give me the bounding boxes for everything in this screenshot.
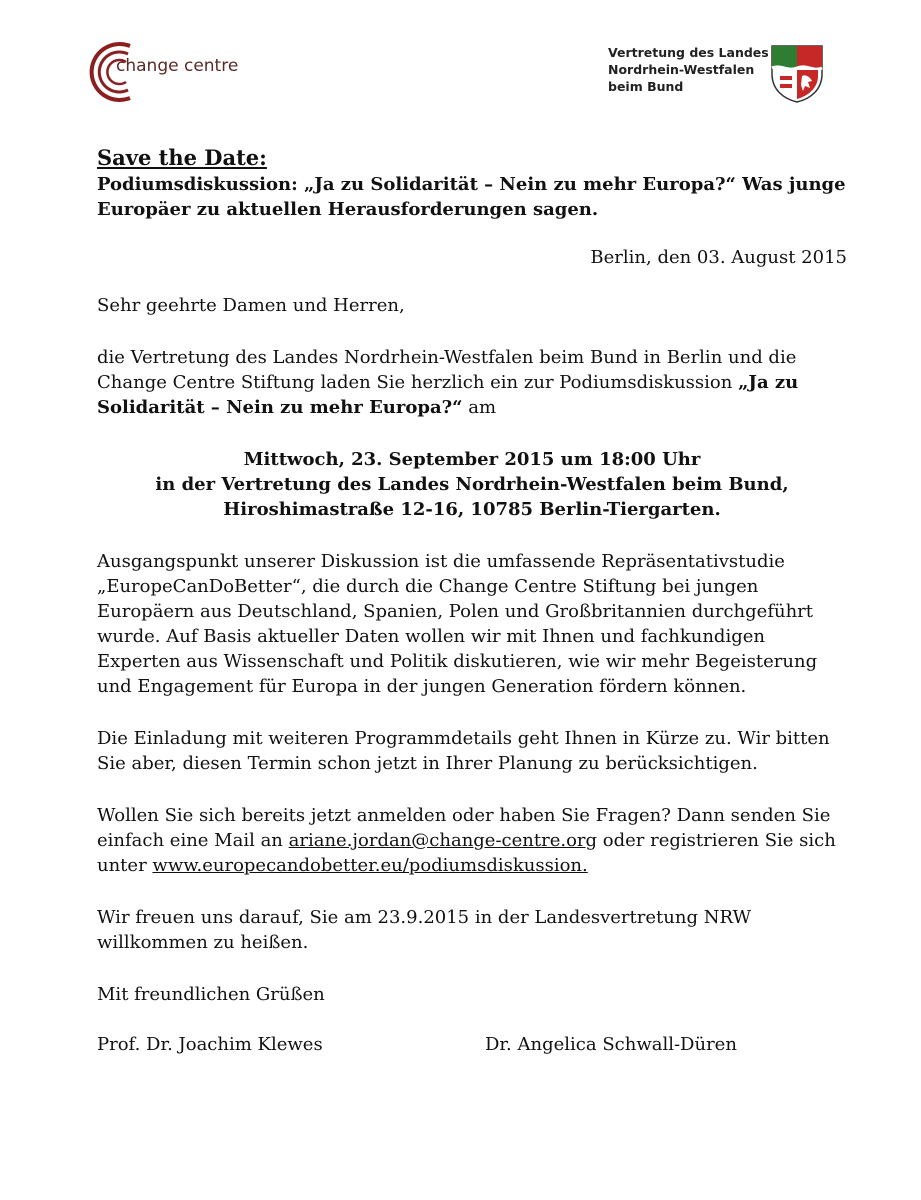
event-address: Hiroshimastraße 12-16, 10785 Berlin-Tiergarten. — [223, 499, 721, 520]
event-title-line-1: Podiumsdiskussion: „Ja zu Solidarität – Nein zu mehr Europa?“ Was junge — [97, 174, 846, 195]
registration-line-3-pre: unter — [97, 855, 153, 876]
registration-line-2 — [97, 828, 847, 853]
signer-left: Prof. Dr. Joachim Klewes — [97, 1034, 323, 1055]
welcome-line-1: Wir freuen uns darauf, Sie am 23.9.2015 in der Landesvertretung NRW — [97, 907, 752, 928]
signatures — [97, 1032, 847, 1057]
letter-body — [97, 144, 847, 1057]
event-title — [97, 172, 847, 222]
nrw-representation-text — [608, 44, 769, 95]
study-line: und Engagement für Europa in der jungen Generation fördern können. — [97, 676, 747, 697]
rep-line-1: Vertretung des Landes — [608, 45, 769, 60]
intro-line-1: die Vertretung des Landes Nordrhein-Westfalen beim Bund in Berlin und die — [97, 347, 797, 368]
nrw-representation-logo — [608, 44, 828, 106]
invitation-line: Sie aber, diesen Termin schon jetzt in Ihrer Planung zu berücksichtigen. — [97, 753, 758, 774]
intro-line-2-text: Change Centre Stiftung laden Sie herzlich ein zur Podiumsdiskussion — [97, 372, 739, 393]
intro-paragraph — [97, 345, 847, 420]
welcome-line-2: willkommen zu heißen. — [97, 932, 309, 953]
event-venue: in der Vertretung des Landes Nordrhein-Westfalen beim Bund, — [155, 474, 789, 495]
study-line: Ausgangspunkt unserer Diskussion ist die umfassende Repräsentativstudie — [97, 551, 785, 572]
registration-url-link[interactable]: www.europecandobetter.eu/podiumsdiskussion. — [152, 855, 588, 876]
invitation-line: Die Einladung mit weiteren Programmdetails geht Ihnen in Kürze zu. Wir bitten — [97, 728, 830, 749]
intro-line-3 — [97, 395, 847, 420]
event-title-line-2: Europäer zu aktuellen Herausforderungen sagen. — [97, 199, 599, 220]
email-link[interactable]: ariane.jordan@change-centre.org — [288, 830, 598, 851]
change-centre-logo — [86, 40, 246, 104]
registration-line-3 — [97, 853, 847, 878]
intro-line-2-bold: „Ja zu — [738, 372, 799, 393]
rep-line-2: Nordrhein-Westfalen — [608, 62, 755, 77]
rep-line-3: beim Bund — [608, 79, 684, 94]
study-line: „EuropeCanDoBetter“, die durch die Change Centre Stiftung bei jungen — [97, 576, 759, 597]
change-centre-wordmark: change centre — [116, 56, 239, 76]
intro-line-2 — [97, 370, 847, 395]
letter-date: Berlin, den 03. August 2015 — [590, 247, 847, 268]
event-details — [97, 447, 847, 522]
salutation: Sehr geehrte Damen und Herren, — [97, 295, 405, 316]
registration-line-2-post: oder registrieren Sie sich — [597, 830, 836, 851]
study-line: wurde. Auf Basis aktueller Daten wollen wir mit Ihnen und fachkundigen — [97, 626, 765, 647]
save-the-date-heading: Save the Date: — [97, 145, 267, 170]
study-paragraph — [97, 549, 847, 699]
intro-line-3-text: am — [462, 397, 497, 418]
study-line: Experten aus Wissenschaft und Politik diskutieren, wie wir mehr Begeisterung — [97, 651, 818, 672]
registration-paragraph — [97, 803, 847, 878]
closing: Mit freundlichen Grüßen — [97, 984, 325, 1005]
event-date-time: Mittwoch, 23. September 2015 um 18:00 Uhr — [243, 449, 701, 470]
registration-line-2-pre: einfach eine Mail an — [97, 830, 289, 851]
intro-line-3-bold: Solidarität – Nein zu mehr Europa?“ — [97, 397, 463, 418]
nrw-crest-icon — [770, 44, 824, 104]
invitation-paragraph — [97, 726, 847, 776]
registration-line-1: Wollen Sie sich bereits jetzt anmelden oder haben Sie Fragen? Dann senden Sie — [97, 805, 831, 826]
study-line: Europäern aus Deutschland, Spanien, Polen und Großbritannien durchgeführt — [97, 601, 814, 622]
welcome-paragraph — [97, 905, 847, 955]
signer-right: Dr. Angelica Schwall-Düren — [485, 1034, 737, 1055]
